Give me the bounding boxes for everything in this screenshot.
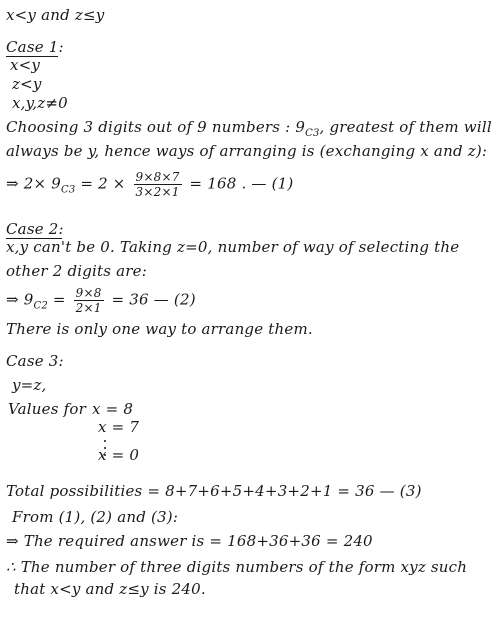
case2-title: Case 2: xyxy=(6,220,64,238)
case1-title: Case 1: xyxy=(6,38,64,56)
case2-eq-lead: ⇒ xyxy=(6,290,19,309)
case1-text-2: always be y, hence ways of arranging is (exchanging x and z): xyxy=(6,142,488,160)
case2-text-1: x,y can't be 0. Taking z=0, number of way of selecting the xyxy=(6,238,460,256)
required-answer: ⇒ The required answer is = 168+36+36 = 240 xyxy=(6,532,373,550)
case1-text-1b: , greatest of them will xyxy=(319,118,492,136)
case1-equation xyxy=(6,170,293,199)
case3-values-label: Values for xyxy=(8,400,86,418)
case3-value-1: x = 8 xyxy=(92,400,134,418)
case1-condition-2: z<y xyxy=(12,75,42,93)
case1-eq-tail: = 168 . — (1) xyxy=(189,174,294,193)
case2-text-2: other 2 digits are: xyxy=(6,262,147,280)
combo-base: 9 xyxy=(295,118,306,136)
total-possibilities: Total possibilities = 8+7+6+5+4+3+2+1 = 36 — (3) xyxy=(6,482,422,500)
case3-value-2: x = 7 xyxy=(98,418,140,436)
combo-base: 9 xyxy=(51,174,61,193)
from-line: From (1), (2) and (3): xyxy=(12,508,179,526)
combo-sub: C2 xyxy=(33,300,48,312)
case3-title: Case 3: xyxy=(6,352,64,370)
case2-fraction xyxy=(74,286,104,315)
case2-frac-den: 2×1 xyxy=(75,301,102,315)
case1-frac-num: 9×8×7 xyxy=(135,170,180,184)
case1-fraction xyxy=(134,170,182,199)
conclusion-line-2: that x<y and z≤y is 240. xyxy=(14,580,206,598)
combo-sub: C3 xyxy=(60,184,76,196)
case1-condition-3: x,y,z≠0 xyxy=(12,94,68,112)
combo-sub: C3 xyxy=(305,128,320,139)
case3-value-3: x = 0 xyxy=(98,446,140,464)
case1-frac-den: 3×2×1 xyxy=(135,185,180,199)
combo-base: 9 xyxy=(23,290,34,309)
case1-condition-1: x<y xyxy=(10,56,41,74)
case3-condition: y=z, xyxy=(12,376,47,394)
case1-eq-mid: = 2 × xyxy=(80,174,126,193)
condition-line: x<y and z≤y xyxy=(6,6,105,24)
case1-text-1 xyxy=(6,118,492,139)
conclusion-line-1: ∴ The number of three digits numbers of the form xyz such xyxy=(6,558,468,576)
case2-text-3: There is only one way to arrange them. xyxy=(6,320,313,338)
ellipsis-dot xyxy=(104,440,106,442)
case2-eq-tail: = 36 — (2) xyxy=(111,290,196,309)
case2-equation xyxy=(6,286,196,315)
case2-frac-num: 9×8 xyxy=(75,286,102,300)
case1-eq-lead: ⇒ 2× xyxy=(6,174,47,193)
combo-9c3 xyxy=(295,118,320,139)
case2-eq-mid: = xyxy=(52,290,66,309)
case1-text-1a: Choosing 3 digits out of 9 numbers : xyxy=(6,118,291,136)
